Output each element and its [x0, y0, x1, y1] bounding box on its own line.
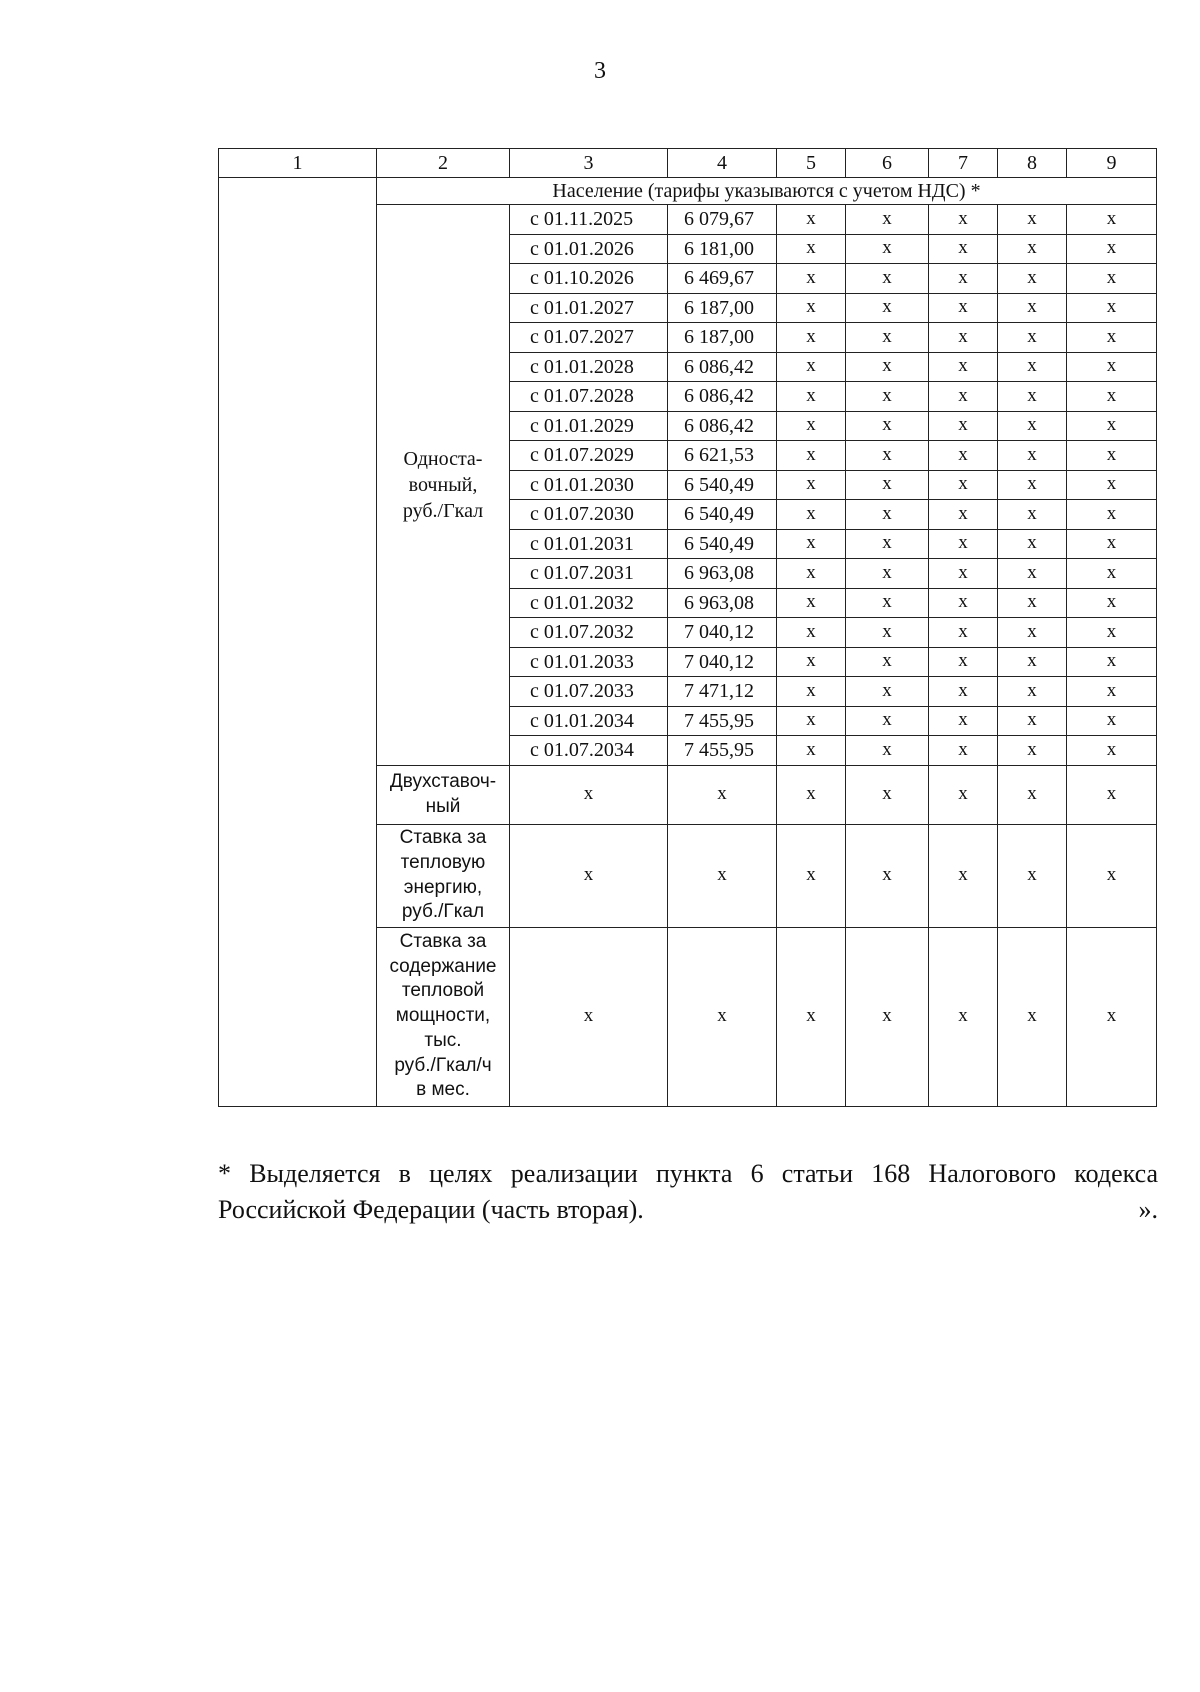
x-cell: x: [929, 264, 998, 294]
footnote-line-1: * Выделяется в целях реализации пункта 6 статьи 168 Налогового кодекса: [218, 1159, 1158, 1188]
x-cell: x: [929, 500, 998, 530]
value-cell: 6 187,00: [668, 293, 777, 323]
x-cell: x: [998, 677, 1067, 707]
x-cell: x: [510, 765, 668, 824]
x-cell: x: [777, 647, 846, 677]
date-cell: с 01.01.2026: [510, 234, 668, 264]
x-cell: x: [777, 706, 846, 736]
x-cell: x: [929, 323, 998, 353]
x-cell: x: [846, 382, 929, 412]
x-cell: x: [846, 647, 929, 677]
x-cell: x: [777, 264, 846, 294]
date-cell: с 01.07.2033: [510, 677, 668, 707]
value-cell: 6 181,00: [668, 234, 777, 264]
x-cell: x: [929, 765, 998, 824]
x-cell: x: [846, 264, 929, 294]
header-cell: 8: [998, 149, 1067, 178]
date-cell: с 01.07.2031: [510, 559, 668, 589]
x-cell: x: [929, 647, 998, 677]
x-cell: x: [929, 470, 998, 500]
x-cell: x: [1067, 647, 1157, 677]
x-cell: x: [998, 234, 1067, 264]
value-cell: 6 963,08: [668, 559, 777, 589]
x-cell: x: [998, 824, 1067, 927]
page-number: 3: [594, 58, 606, 84]
header-cell: 9: [1067, 149, 1157, 178]
footnote-line-2: Российской Федерации (часть вторая).: [218, 1195, 644, 1225]
x-cell: x: [777, 927, 846, 1106]
x-cell: x: [1067, 529, 1157, 559]
x-cell: x: [777, 736, 846, 766]
header-cell: 4: [668, 149, 777, 178]
x-cell: x: [998, 441, 1067, 471]
x-cell: x: [1067, 618, 1157, 648]
x-cell: x: [777, 352, 846, 382]
date-cell: с 01.07.2028: [510, 382, 668, 412]
x-cell: x: [777, 824, 846, 927]
heat-energy-label: Ставка за тепловую энергию, руб./Гкал: [377, 824, 510, 927]
x-cell: x: [1067, 411, 1157, 441]
x-cell: x: [929, 441, 998, 471]
date-cell: с 01.01.2034: [510, 706, 668, 736]
x-cell: x: [1067, 765, 1157, 824]
date-cell: с 01.01.2028: [510, 352, 668, 382]
x-cell: x: [668, 824, 777, 927]
date-cell: с 01.07.2027: [510, 323, 668, 353]
x-cell: x: [777, 441, 846, 471]
two-rate-label: Двухставоч- ный: [377, 765, 510, 824]
empty-first-column: [219, 178, 377, 1107]
header-row: [219, 149, 1157, 178]
x-cell: x: [1067, 441, 1157, 471]
value-cell: 6 540,49: [668, 529, 777, 559]
x-cell: x: [998, 293, 1067, 323]
x-cell: x: [929, 529, 998, 559]
x-cell: x: [1067, 500, 1157, 530]
x-cell: x: [510, 824, 668, 927]
x-cell: x: [510, 927, 668, 1106]
date-cell: с 01.07.2029: [510, 441, 668, 471]
x-cell: x: [846, 500, 929, 530]
x-cell: x: [1067, 559, 1157, 589]
header-cell: 2: [377, 149, 510, 178]
x-cell: x: [998, 588, 1067, 618]
date-cell: с 01.07.2032: [510, 618, 668, 648]
closing-quote: ».: [1138, 1195, 1158, 1225]
tariff-table: [218, 148, 1157, 1107]
value-cell: 7 455,95: [668, 706, 777, 736]
x-cell: x: [929, 352, 998, 382]
x-cell: x: [846, 618, 929, 648]
date-cell: с 01.01.2029: [510, 411, 668, 441]
x-cell: x: [777, 588, 846, 618]
x-cell: x: [777, 411, 846, 441]
x-cell: x: [998, 264, 1067, 294]
x-cell: x: [1067, 677, 1157, 707]
x-cell: x: [777, 293, 846, 323]
x-cell: x: [846, 824, 929, 927]
value-cell: 6 621,53: [668, 441, 777, 471]
x-cell: x: [998, 205, 1067, 235]
x-cell: x: [1067, 736, 1157, 766]
x-cell: x: [998, 470, 1067, 500]
x-cell: x: [668, 765, 777, 824]
date-cell: с 01.07.2030: [510, 500, 668, 530]
x-cell: x: [846, 293, 929, 323]
x-cell: x: [777, 382, 846, 412]
header-cell: 1: [219, 149, 377, 178]
x-cell: x: [998, 529, 1067, 559]
capacity-label: Ставка за содержание тепловой мощности, тыс. руб./Гкал/ч в мес.: [377, 927, 510, 1106]
x-cell: x: [668, 927, 777, 1106]
x-cell: x: [777, 470, 846, 500]
x-cell: x: [1067, 927, 1157, 1106]
x-cell: x: [1067, 293, 1157, 323]
x-cell: x: [998, 647, 1067, 677]
x-cell: x: [1067, 470, 1157, 500]
x-cell: x: [777, 559, 846, 589]
x-cell: x: [1067, 205, 1157, 235]
footnote-line-2-wrap: [218, 1192, 1158, 1228]
group-row: [219, 178, 1157, 205]
x-cell: x: [777, 323, 846, 353]
footnote: [218, 1156, 1158, 1229]
x-cell: x: [929, 677, 998, 707]
x-cell: x: [846, 323, 929, 353]
date-cell: с 01.07.2034: [510, 736, 668, 766]
x-cell: x: [1067, 824, 1157, 927]
x-cell: x: [846, 588, 929, 618]
x-cell: x: [998, 352, 1067, 382]
value-cell: 6 086,42: [668, 352, 777, 382]
x-cell: x: [777, 677, 846, 707]
x-cell: x: [846, 441, 929, 471]
x-cell: x: [929, 205, 998, 235]
x-cell: x: [1067, 323, 1157, 353]
single-rate-label: Односта- вочный, руб./Гкал: [377, 205, 510, 766]
x-cell: x: [998, 618, 1067, 648]
header-cell: 5: [777, 149, 846, 178]
x-cell: x: [929, 411, 998, 441]
x-cell: x: [846, 411, 929, 441]
x-cell: x: [998, 411, 1067, 441]
header-cell: 7: [929, 149, 998, 178]
x-cell: x: [998, 323, 1067, 353]
x-cell: x: [998, 736, 1067, 766]
x-cell: x: [1067, 264, 1157, 294]
x-cell: x: [846, 559, 929, 589]
value-cell: 6 540,49: [668, 470, 777, 500]
value-cell: 7 040,12: [668, 618, 777, 648]
x-cell: x: [929, 736, 998, 766]
x-cell: x: [846, 205, 929, 235]
x-cell: x: [1067, 588, 1157, 618]
x-cell: x: [777, 765, 846, 824]
x-cell: x: [998, 559, 1067, 589]
x-cell: x: [846, 529, 929, 559]
x-cell: x: [929, 824, 998, 927]
x-cell: x: [1067, 234, 1157, 264]
x-cell: x: [998, 765, 1067, 824]
x-cell: x: [777, 234, 846, 264]
date-cell: с 01.01.2033: [510, 647, 668, 677]
header-cell: 3: [510, 149, 668, 178]
x-cell: x: [846, 470, 929, 500]
x-cell: x: [846, 352, 929, 382]
date-cell: с 01.01.2027: [510, 293, 668, 323]
date-cell: с 01.01.2030: [510, 470, 668, 500]
x-cell: x: [929, 559, 998, 589]
date-cell: с 01.10.2026: [510, 264, 668, 294]
header-cell: 6: [846, 149, 929, 178]
x-cell: x: [846, 927, 929, 1106]
value-cell: 6 469,67: [668, 264, 777, 294]
date-cell: с 01.01.2032: [510, 588, 668, 618]
value-cell: 6 963,08: [668, 588, 777, 618]
x-cell: x: [929, 588, 998, 618]
value-cell: 6 187,00: [668, 323, 777, 353]
x-cell: x: [929, 382, 998, 412]
x-cell: x: [1067, 706, 1157, 736]
x-cell: x: [998, 500, 1067, 530]
x-cell: x: [998, 382, 1067, 412]
x-cell: x: [846, 765, 929, 824]
x-cell: x: [998, 706, 1067, 736]
value-cell: 6 086,42: [668, 382, 777, 412]
x-cell: x: [846, 677, 929, 707]
x-cell: x: [777, 618, 846, 648]
value-cell: 7 040,12: [668, 647, 777, 677]
x-cell: x: [777, 205, 846, 235]
value-cell: 7 455,95: [668, 736, 777, 766]
value-cell: 6 540,49: [668, 500, 777, 530]
date-cell: с 01.01.2031: [510, 529, 668, 559]
x-cell: x: [777, 529, 846, 559]
x-cell: x: [929, 234, 998, 264]
x-cell: x: [846, 234, 929, 264]
x-cell: x: [929, 706, 998, 736]
date-cell: с 01.11.2025: [510, 205, 668, 235]
x-cell: x: [929, 927, 998, 1106]
x-cell: x: [1067, 382, 1157, 412]
value-cell: 6 079,67: [668, 205, 777, 235]
value-cell: 7 471,12: [668, 677, 777, 707]
x-cell: x: [777, 500, 846, 530]
x-cell: x: [998, 927, 1067, 1106]
x-cell: x: [929, 618, 998, 648]
x-cell: x: [846, 706, 929, 736]
x-cell: x: [929, 293, 998, 323]
value-cell: 6 086,42: [668, 411, 777, 441]
x-cell: x: [846, 736, 929, 766]
x-cell: x: [1067, 352, 1157, 382]
group-title: Население (тарифы указываются с учетом НДС) *: [377, 178, 1157, 205]
